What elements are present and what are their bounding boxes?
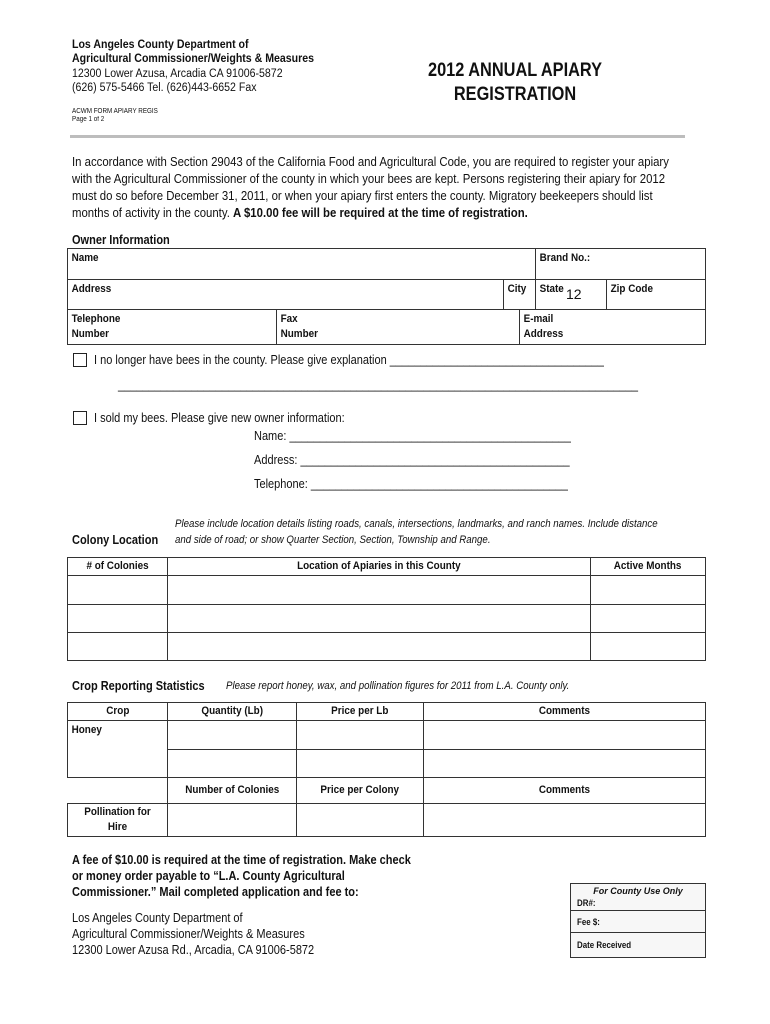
- location-header: Location of Apiaries in this County: [168, 558, 591, 576]
- email-label-1: E-mail: [523, 313, 554, 325]
- colony-count-cell[interactable]: [68, 576, 168, 605]
- fee-line-1: A fee of $10.00 is required at the time of registration. Make check: [72, 853, 411, 867]
- brand-field[interactable]: [536, 249, 706, 280]
- city-label: City: [507, 283, 526, 295]
- no-bees-checkbox[interactable]: [73, 353, 87, 367]
- state-value: 12: [566, 286, 582, 302]
- mail-line-2: Agricultural Commissioner/Weights & Measures: [72, 927, 305, 941]
- address-label: Address: [71, 283, 112, 295]
- pollination-cell: [68, 804, 168, 837]
- owner-table: [67, 248, 706, 345]
- pollination-label-2: Hire: [107, 821, 128, 833]
- colony-location-cell[interactable]: [168, 576, 591, 605]
- colony-count-cell[interactable]: [68, 633, 168, 661]
- title-line-2: REGISTRATION: [453, 84, 577, 105]
- colony-instructions-2: and side of road; or show Quarter Section, Section, Township and Range.: [175, 534, 491, 546]
- intro-text: In accordance with Section 29043 of the California Food and Agricultural Code, you are required to register your apiary with the Agricultural Commissioner of the county in which your bees are kept. Persons registering their apiary for 2012 must do so before December 31, 2011, or when your apiary first enters the county. Migratory beekeepers should list months of activity in the county.: [72, 155, 669, 220]
- dr-label: DR#:: [577, 898, 596, 908]
- mail-address: [72, 910, 347, 958]
- sold-bees-text: I sold my bees. Please give new owner information:: [94, 411, 345, 425]
- dept-line-2: Agricultural Commissioner/Weights & Measures: [72, 53, 315, 65]
- empty-corner: [68, 778, 168, 804]
- dept-line-1: Los Angeles County Department of: [72, 39, 249, 51]
- date-received-label: Date Received: [577, 940, 632, 950]
- quantity-cell[interactable]: [168, 721, 297, 750]
- colony-months-cell[interactable]: [591, 605, 706, 633]
- dept-phone-fax: (626) 575-5466 Tel. (626)443-6652 Fax: [72, 82, 257, 94]
- new-owner-name-line[interactable]: Name: ______________________________________________: [254, 429, 571, 443]
- colony-table: [67, 557, 706, 661]
- zip-field[interactable]: [607, 280, 706, 310]
- owner-heading: Owner Information: [72, 233, 170, 247]
- county-divider-2: [571, 932, 705, 933]
- no-bees-line-2[interactable]: _____________________________________________________________________________________: [118, 378, 639, 392]
- quantity-cell[interactable]: [168, 750, 297, 778]
- address-field[interactable]: [68, 280, 504, 310]
- fee-line-2: or money order payable to “L.A. County Agricultural: [72, 869, 345, 883]
- state-field[interactable]: [536, 280, 607, 310]
- colony-location-cell[interactable]: [168, 605, 591, 633]
- comments2-cell[interactable]: [424, 804, 706, 837]
- fax-label-1: Fax: [280, 313, 298, 325]
- comments-header: Comments: [424, 703, 706, 721]
- num-colonies-header: Number of Colonies: [168, 778, 297, 804]
- telephone-label-1: Telephone: [71, 313, 121, 325]
- active-months-header: Active Months: [591, 558, 706, 576]
- price-cell[interactable]: [297, 750, 424, 778]
- fee-line-3: Commissioner.” Mail completed application and fee to:: [72, 885, 359, 899]
- form-id: ACWM FORM APIARY REGIS: [72, 108, 158, 115]
- intro-fee: A $10.00 fee will be required at the time of registration.: [233, 206, 528, 220]
- city-field[interactable]: [503, 280, 535, 310]
- price-colony-header: Price per Colony: [297, 778, 424, 804]
- name-field[interactable]: [68, 249, 536, 280]
- page-number: Page 1 of 2: [72, 116, 105, 123]
- mail-line-1: Los Angeles County Department of: [72, 911, 243, 925]
- crop-table: [67, 702, 706, 837]
- new-owner-telephone-line[interactable]: Telephone: __________________________________________: [254, 477, 568, 491]
- telephone-field[interactable]: [68, 310, 277, 345]
- honey-cell: [68, 721, 168, 778]
- pollination-label-1: Pollination for: [84, 806, 151, 818]
- price-header: Price per Lb: [297, 703, 424, 721]
- crop-note: Please report honey, wax, and pollination figures for 2011 from L.A. County only.: [226, 680, 570, 692]
- colony-months-cell[interactable]: [591, 633, 706, 661]
- county-use-box: [570, 883, 706, 958]
- quantity-header: Quantity (Lb): [168, 703, 297, 721]
- crop-header: Crop: [68, 703, 168, 721]
- colony-heading: Colony Location: [72, 533, 159, 547]
- telephone-label-2: Number: [71, 328, 110, 340]
- fax-label-2: Number: [280, 328, 319, 340]
- email-label-2: Address: [523, 328, 563, 340]
- new-owner-address-line[interactable]: Address: ____________________________________________: [254, 453, 570, 467]
- intro-paragraph: [72, 154, 689, 222]
- header-divider: [70, 135, 685, 138]
- county-use-label: For County Use Only: [593, 886, 683, 896]
- price-colony-cell[interactable]: [297, 804, 424, 837]
- num-colonies-cell[interactable]: [168, 804, 297, 837]
- colony-location-cell[interactable]: [168, 633, 591, 661]
- zip-label: Zip Code: [610, 283, 653, 295]
- dept-address: 12300 Lower Azusa, Arcadia CA 91006-5872: [72, 68, 283, 80]
- title-line-1: 2012 ANNUAL APIARY: [427, 60, 603, 81]
- email-field[interactable]: [519, 310, 705, 345]
- county-divider-1: [571, 910, 705, 911]
- price-cell[interactable]: [297, 721, 424, 750]
- page-title: [395, 59, 635, 107]
- comments2-header: Comments: [424, 778, 706, 804]
- crop-heading: Crop Reporting Statistics: [72, 679, 205, 693]
- colonies-header: # of Colonies: [68, 558, 168, 576]
- colony-count-cell[interactable]: [68, 605, 168, 633]
- no-bees-text: I no longer have bees in the county. Please give explanation ___________________________________: [94, 353, 604, 367]
- brand-label: Brand No.:: [539, 252, 591, 264]
- comments-cell[interactable]: [424, 750, 706, 778]
- mail-line-3: 12300 Lower Azusa Rd., Arcadia, CA 91006-5872: [72, 943, 315, 957]
- colony-months-cell[interactable]: [591, 576, 706, 605]
- fee-notice: [72, 852, 457, 900]
- honey-label: Honey: [71, 724, 102, 736]
- name-label: Name: [71, 252, 99, 264]
- fax-field[interactable]: [277, 310, 520, 345]
- comments-cell[interactable]: [424, 721, 706, 750]
- state-label: State: [539, 283, 564, 295]
- sold-bees-checkbox[interactable]: [73, 411, 87, 425]
- colony-instructions-1: Please include location details listing roads, canals, intersections, landmarks, and ranch names. Include distance: [175, 518, 658, 530]
- fee-label: Fee $:: [577, 917, 600, 927]
